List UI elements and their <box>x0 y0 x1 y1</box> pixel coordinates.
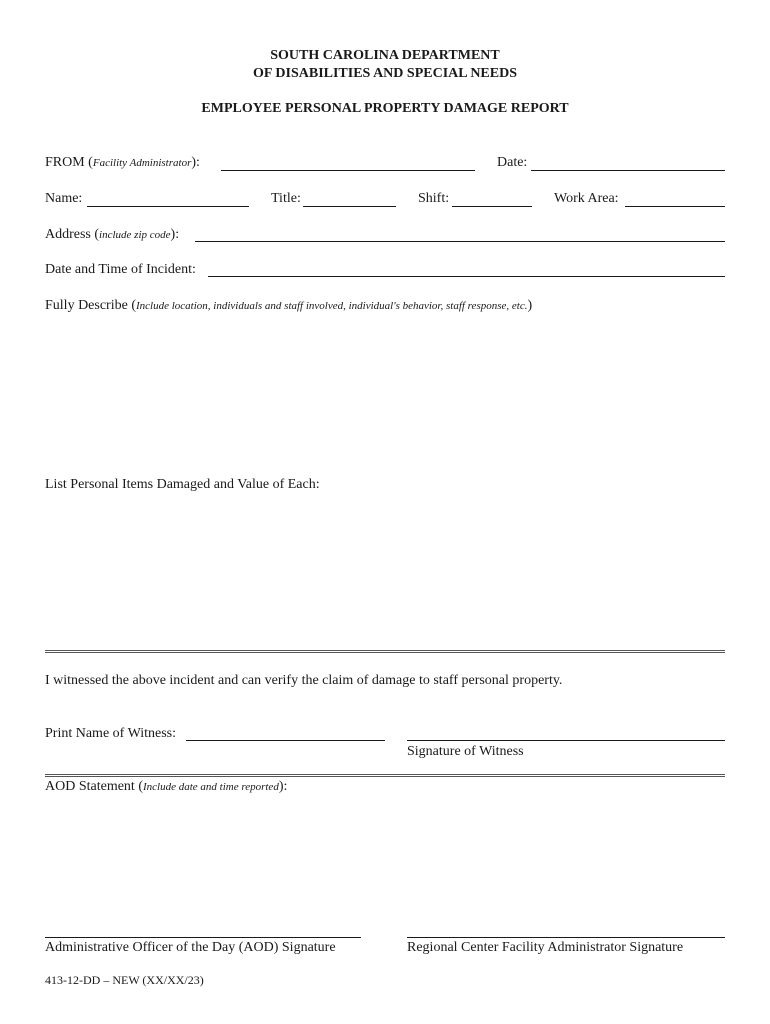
form-title: EMPLOYEE PERSONAL PROPERTY DAMAGE REPORT <box>201 101 569 116</box>
shift-field[interactable] <box>452 206 532 207</box>
witness-name-label: Print Name of Witness: <box>45 726 176 741</box>
date-field[interactable] <box>531 170 725 171</box>
section-divider <box>45 650 725 653</box>
witness-statement: I witnessed the above incident and can verify the claim of damage to staff personal property. <box>45 673 563 688</box>
incident-datetime-field[interactable] <box>208 276 725 277</box>
form-number: 413-12-DD – NEW (XX/XX/23) <box>45 973 204 987</box>
aod-signature-label: Administrative Officer of the Day (AOD) Signature <box>45 940 336 955</box>
agency-name-line1: SOUTH CAROLINA DEPARTMENT <box>270 48 500 63</box>
items-label: List Personal Items Damaged and Value of Each: <box>45 477 320 492</box>
agency-name-line2: OF DISABILITIES AND SPECIAL NEEDS <box>252 66 517 81</box>
items-area[interactable] <box>45 498 725 643</box>
shift-label: Shift: <box>418 191 450 206</box>
admin-signature-field[interactable] <box>407 937 725 938</box>
aod-statement-label: AOD Statement (Include date and time reported): <box>45 779 288 794</box>
name-field[interactable] <box>87 206 249 207</box>
title-field[interactable] <box>303 206 396 207</box>
address-label: Address (include zip code): <box>45 227 180 242</box>
witness-signature-field[interactable] <box>407 740 725 741</box>
witness-signature-label: Signature of Witness <box>407 744 524 759</box>
aod-statement-area[interactable] <box>45 800 725 930</box>
describe-label: Fully Describe (Include location, individuals and staff involved, individual's behavior, staff response, etc.) <box>45 298 533 313</box>
witness-name-field[interactable] <box>186 740 385 741</box>
incident-datetime-label: Date and Time of Incident: <box>45 262 196 277</box>
describe-area[interactable] <box>45 320 725 470</box>
date-label: Date: <box>497 155 528 170</box>
title-label: Title: <box>271 191 301 206</box>
name-label: Name: <box>45 191 83 206</box>
section-divider <box>45 774 725 777</box>
work-area-field[interactable] <box>625 206 725 207</box>
from-label: FROM (Facility Administrator): <box>45 155 200 170</box>
work-area-label: Work Area: <box>554 191 619 206</box>
address-field[interactable] <box>195 241 725 242</box>
admin-signature-label: Regional Center Facility Administrator Signature <box>407 940 684 955</box>
from-field[interactable] <box>221 170 475 171</box>
aod-signature-field[interactable] <box>45 937 361 938</box>
